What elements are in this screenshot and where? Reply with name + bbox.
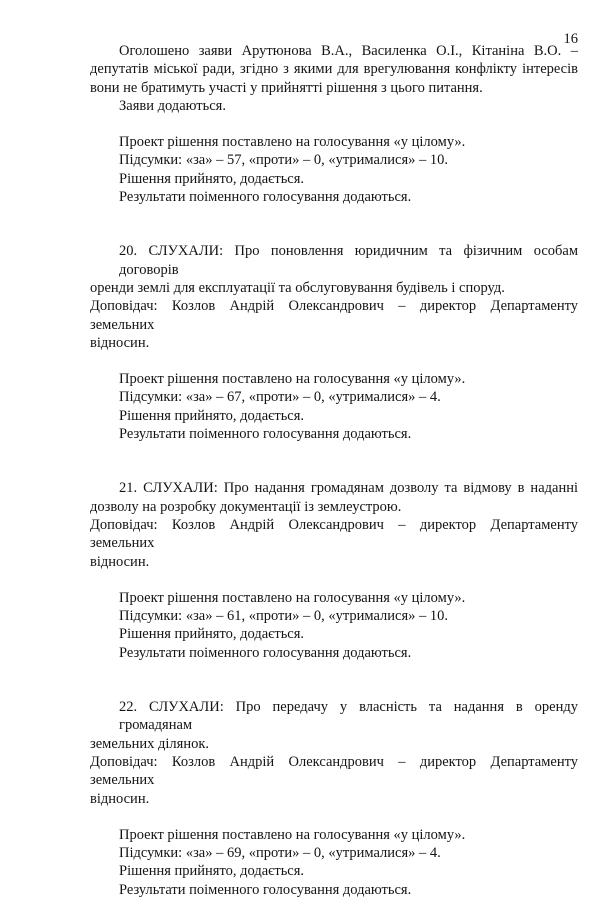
vote-results: Підсумки: «за» – 57, «проти» – 0, «утрималися» – 10. bbox=[119, 152, 449, 169]
agenda-heading-line-1: 20. СЛУХАЛИ: Про поновлення юридичним та фізичним особам договорів bbox=[119, 243, 578, 278]
agenda-heading bbox=[90, 242, 578, 297]
vote-decision: Рішення прийнято, додається. bbox=[119, 626, 305, 643]
document-body bbox=[90, 42, 578, 899]
conflict-statement-line-2: депутатів міської ради, згідно з якими для врегулювання конфлікту інтересів bbox=[90, 61, 578, 78]
intro-vote-block bbox=[119, 133, 578, 206]
agenda-item-22 bbox=[90, 698, 578, 899]
agenda-heading-line-2: земельних ділянок. bbox=[90, 735, 210, 752]
speaker-line-1: Доповідач: Козлов Андрій Олександрович – директор Департаменту земельних bbox=[90, 753, 578, 789]
vote-roll-call: Результати поіменного голосування додаються. bbox=[119, 644, 412, 661]
speaker bbox=[90, 516, 578, 571]
vote-roll-call: Результати поіменного голосування додаються. bbox=[119, 881, 412, 898]
conflict-statement-line-1: Оголошено заяви Арутюнова В.А., Василенка О.І., Кітаніна В.О. – bbox=[119, 43, 578, 59]
vote-project-text: Проект рішення поставлено на голосування «у цілому». bbox=[119, 371, 466, 388]
vote-project-text: Проект рішення поставлено на голосування «у цілому». bbox=[119, 826, 466, 843]
vote-block bbox=[119, 589, 578, 662]
agenda-heading-line-1: 22. СЛУХАЛИ: Про передачу у власність та надання в оренду громадянам bbox=[119, 699, 578, 734]
vote-results: Підсумки: «за» – 69, «проти» – 0, «утрималися» – 4. bbox=[119, 845, 441, 862]
speaker bbox=[90, 753, 578, 808]
vote-decision: Рішення прийнято, додається. bbox=[119, 407, 305, 424]
vote-roll-call: Результати поіменного голосування додаються. bbox=[119, 426, 412, 443]
speaker-line-1: Доповідач: Козлов Андрій Олександрович – директор Департаменту земельних bbox=[90, 516, 578, 552]
page-number: 16 bbox=[563, 31, 578, 47]
agenda-heading-line-2: дозволу на розробку документації із землеустрою. bbox=[90, 498, 402, 515]
speaker-line-2: відносин. bbox=[90, 334, 150, 351]
vote-project-text: Проект рішення поставлено на голосування «у цілому». bbox=[119, 589, 466, 606]
agenda-heading-line-2: оренди землі для експлуатації та обслуговування будівель і споруд. bbox=[90, 279, 505, 296]
vote-decision: Рішення прийнято, додається. bbox=[119, 170, 305, 187]
conflict-statement-line-3: вони не братимуть участі у прийнятті рішення з цього питання. bbox=[90, 79, 483, 96]
conflict-statement bbox=[90, 42, 578, 97]
vote-project-text: Проект рішення поставлено на голосування «у цілому». bbox=[119, 134, 466, 151]
vote-results: Підсумки: «за» – 67, «проти» – 0, «утрималися» – 4. bbox=[119, 389, 441, 406]
speaker-line-1: Доповідач: Козлов Андрій Олександрович – директор Департаменту земельних bbox=[90, 298, 578, 333]
agenda-heading-line-1: 21. СЛУХАЛИ: Про надання громадянам дозволу та відмову в наданні bbox=[119, 480, 578, 497]
speaker-line-2: відносин. bbox=[90, 790, 150, 807]
statements-attached: Заяви додаються. bbox=[119, 97, 226, 114]
vote-decision: Рішення прийнято, додається. bbox=[119, 863, 305, 880]
vote-block bbox=[119, 826, 578, 899]
vote-roll-call: Результати поіменного голосування додаються. bbox=[119, 189, 412, 206]
speaker-line-2: відносин. bbox=[90, 553, 150, 570]
agenda-heading bbox=[90, 698, 578, 753]
agenda-item-20 bbox=[90, 242, 578, 443]
agenda-item-21 bbox=[90, 479, 578, 662]
vote-results: Підсумки: «за» – 61, «проти» – 0, «утрималися» – 10. bbox=[119, 608, 449, 625]
agenda-heading bbox=[90, 479, 578, 516]
vote-block bbox=[119, 370, 578, 443]
speaker bbox=[90, 297, 578, 352]
